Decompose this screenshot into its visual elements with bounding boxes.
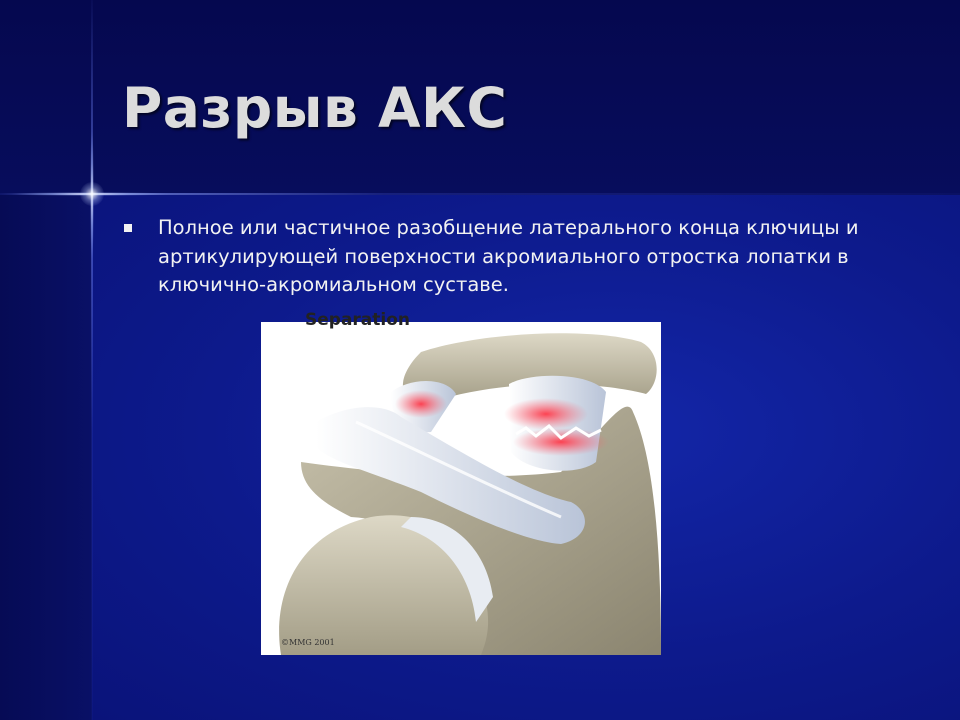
shoulder-illustration: [261, 310, 661, 655]
decor-vertical-line: [91, 0, 93, 720]
figure-caption-top: Separation: [305, 310, 411, 330]
ligament-tear-upper: [504, 398, 588, 430]
bullet-marker: [124, 224, 132, 232]
bullet-text: Полное или частичное разобщение латерального конца ключицы и артикулирующей поверхности акромиального отростка лопатки в ключично-акромиальном суставе.: [158, 216, 859, 296]
background-left: [0, 195, 92, 720]
slide-title: Разрыв АКС: [122, 76, 508, 140]
ac-joint-tear: [395, 390, 447, 418]
light-flare-core: [80, 182, 104, 206]
shoulder-anatomy-graphic: [261, 322, 661, 655]
figure-copyright: ©MMG 2001: [281, 638, 335, 647]
